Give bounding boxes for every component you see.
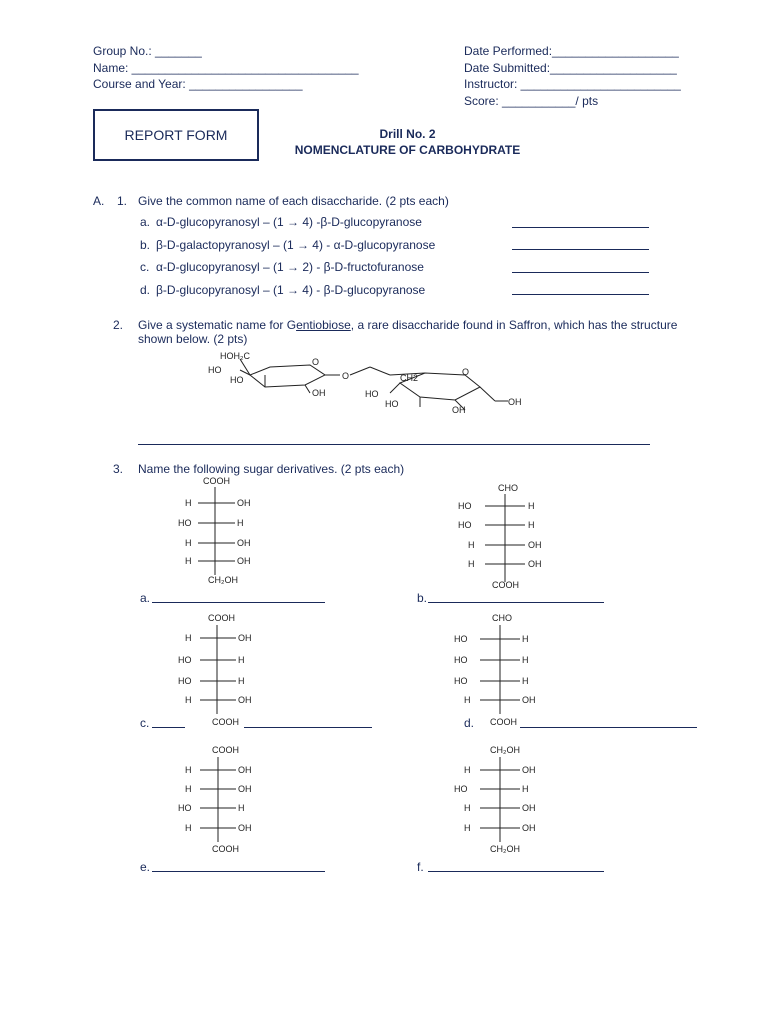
svg-text:H: H: [468, 559, 475, 569]
svg-text:HO: HO: [178, 676, 192, 686]
svg-text:HO: HO: [458, 501, 472, 511]
q3-c-answer-part2[interactable]: [244, 727, 372, 728]
svg-text:CH₂OH: CH₂OH: [490, 844, 520, 854]
svg-text:OH: OH: [237, 538, 251, 548]
q1-item-c-letter: c.: [140, 260, 150, 274]
svg-text:OH: OH: [238, 633, 252, 643]
q1-text: Give the common name of each disaccharide. (2 pts each): [138, 194, 449, 208]
q3-text: Name the following sugar derivatives. (2 pts each): [138, 462, 405, 476]
q1-item-a-letter: a.: [140, 215, 151, 229]
svg-text:HO: HO: [454, 655, 468, 665]
svg-text:H: H: [522, 784, 529, 794]
svg-text:H: H: [468, 540, 475, 550]
svg-text:H: H: [522, 676, 529, 686]
svg-text:CH₂OH: CH₂OH: [490, 745, 520, 755]
svg-text:H: H: [185, 538, 192, 548]
q3-e-answer[interactable]: [152, 871, 325, 872]
q1-item-c-answer[interactable]: [512, 272, 649, 273]
name-field: Name: __________________________________: [93, 61, 359, 75]
gentiobiose-structure: [200, 345, 530, 415]
svg-text:CHO: CHO: [498, 483, 518, 493]
fischer-structure-a: [170, 475, 270, 585]
q3-b-letter: b.: [417, 591, 428, 605]
svg-text:H: H: [185, 633, 192, 643]
svg-text:OH: OH: [238, 823, 252, 833]
svg-text:H: H: [464, 803, 471, 813]
q1-item-a-answer[interactable]: [512, 227, 649, 228]
fischer-structure-d: [450, 610, 550, 728]
svg-text:H: H: [185, 784, 192, 794]
course-year-field: Course and Year: _________________: [93, 77, 303, 91]
svg-text:H: H: [238, 803, 245, 813]
svg-text:OH: OH: [238, 695, 252, 705]
date-performed-field: Date Performed:___________________: [464, 44, 679, 58]
report-form-label: REPORT FORM: [124, 127, 228, 143]
fischer-structure-f: [450, 742, 550, 857]
q3-a-answer[interactable]: [152, 602, 325, 603]
q3-d-answer[interactable]: [520, 727, 697, 728]
svg-text:HOH₂C: HOH₂C: [220, 351, 250, 361]
svg-text:H: H: [237, 518, 244, 528]
fischer-structure-c: [170, 610, 270, 728]
q3-c-answer-part1[interactable]: [152, 727, 185, 728]
svg-text:OH: OH: [237, 556, 251, 566]
svg-text:OH: OH: [522, 823, 536, 833]
svg-text:H: H: [522, 634, 529, 644]
svg-text:OH: OH: [522, 803, 536, 813]
svg-text:COOH: COOH: [208, 613, 235, 623]
svg-text:COOH: COOH: [212, 745, 239, 755]
q1-item-d-text: β-D-glucopyranosyl – (1 → 4) - β-D-glucopyranose: [156, 283, 426, 297]
svg-text:COOH: COOH: [212, 717, 239, 727]
svg-text:COOH: COOH: [212, 844, 239, 854]
svg-text:HO: HO: [458, 520, 472, 530]
svg-text:H: H: [528, 520, 535, 530]
svg-text:COOH: COOH: [492, 580, 519, 590]
report-form-box: [93, 109, 259, 161]
q3-c-letter: c.: [140, 716, 150, 730]
score-field: Score: ___________/ pts: [464, 94, 599, 108]
svg-text:HO: HO: [178, 518, 192, 528]
section-a-label: A.: [93, 194, 105, 208]
q2-answer[interactable]: [138, 444, 650, 445]
q1-item-c-text: α-D-glucopyranosyl – (1 → 2) - β-D-fructofuranose: [156, 260, 424, 274]
svg-text:H: H: [464, 823, 471, 833]
svg-text:OH: OH: [522, 765, 536, 775]
svg-text:H: H: [238, 676, 245, 686]
svg-text:OH: OH: [528, 559, 542, 569]
q1-number: 1.: [117, 194, 128, 208]
svg-text:H: H: [185, 695, 192, 705]
svg-text:OH: OH: [508, 397, 522, 407]
q2-number: 2.: [113, 318, 124, 332]
svg-text:CH2: CH2: [400, 373, 419, 383]
q3-f-answer[interactable]: [428, 871, 604, 872]
svg-text:COOH: COOH: [203, 476, 230, 486]
svg-text:H: H: [522, 655, 529, 665]
svg-text:OH: OH: [312, 388, 326, 398]
fischer-structure-b: [450, 482, 550, 592]
svg-text:HO: HO: [454, 676, 468, 686]
q1-item-a-text: α-D-glucopyranosyl – (1 → 4) -β-D-glucopyranose: [156, 215, 422, 229]
svg-text:HO: HO: [365, 389, 379, 399]
svg-text:H: H: [185, 556, 192, 566]
drill-number: Drill No. 2: [379, 127, 436, 141]
q3-a-letter: a.: [140, 591, 151, 605]
svg-text:CH₂OH: CH₂OH: [208, 575, 238, 585]
svg-text:HO: HO: [208, 365, 222, 375]
svg-text:HO: HO: [178, 803, 192, 813]
svg-text:HO: HO: [454, 634, 468, 644]
svg-text:HO: HO: [178, 655, 192, 665]
ring-1: [250, 365, 325, 387]
svg-text:H: H: [464, 765, 471, 775]
date-submitted-field: Date Submitted:___________________: [464, 61, 677, 75]
svg-text:H: H: [185, 498, 192, 508]
svg-text:O: O: [312, 357, 320, 367]
svg-text:CHO: CHO: [492, 613, 512, 623]
instructor-field: Instructor: ________________________: [464, 77, 681, 91]
q2-text: Give a systematic name for Gentiobiose, a rare disaccharide found in Saffron, which has the structure: [138, 318, 678, 332]
svg-text:H: H: [464, 695, 471, 705]
svg-text:OH: OH: [238, 784, 252, 794]
q3-number: 3.: [113, 462, 124, 476]
q3-f-letter: f.: [417, 860, 424, 874]
q1-item-b-answer[interactable]: [512, 249, 649, 250]
group-no-field: Group No.: _______: [93, 44, 202, 58]
q1-item-b-text: β-D-galactopyranosyl – (1 → 4) - α-D-glucopyranose: [156, 238, 436, 252]
q3-e-letter: e.: [140, 860, 151, 874]
svg-text:H: H: [528, 501, 535, 511]
svg-text:OH: OH: [528, 540, 542, 550]
svg-text:HO: HO: [454, 784, 468, 794]
svg-text:OH: OH: [522, 695, 536, 705]
svg-text:HO: HO: [385, 399, 399, 409]
q2-text-line2: shown below. (2 pts): [138, 332, 248, 346]
q1-item-b-letter: b.: [140, 238, 151, 252]
q3-b-answer[interactable]: [428, 602, 604, 603]
q1-item-d-answer[interactable]: [512, 294, 649, 295]
svg-text:COOH: COOH: [490, 717, 517, 727]
svg-text:HO: HO: [230, 375, 244, 385]
svg-text:O: O: [342, 371, 350, 381]
svg-text:OH: OH: [237, 498, 251, 508]
svg-text:OH: OH: [452, 405, 466, 415]
svg-text:H: H: [238, 655, 245, 665]
q3-d-letter: d.: [464, 716, 475, 730]
fischer-structure-e: [170, 742, 270, 857]
svg-text:H: H: [185, 823, 192, 833]
svg-text:O: O: [462, 367, 470, 377]
q1-item-d-letter: d.: [140, 283, 151, 297]
drill-title: NOMENCLATURE OF CARBOHYDRATE: [294, 143, 521, 157]
svg-text:OH: OH: [238, 765, 252, 775]
svg-text:H: H: [185, 765, 192, 775]
